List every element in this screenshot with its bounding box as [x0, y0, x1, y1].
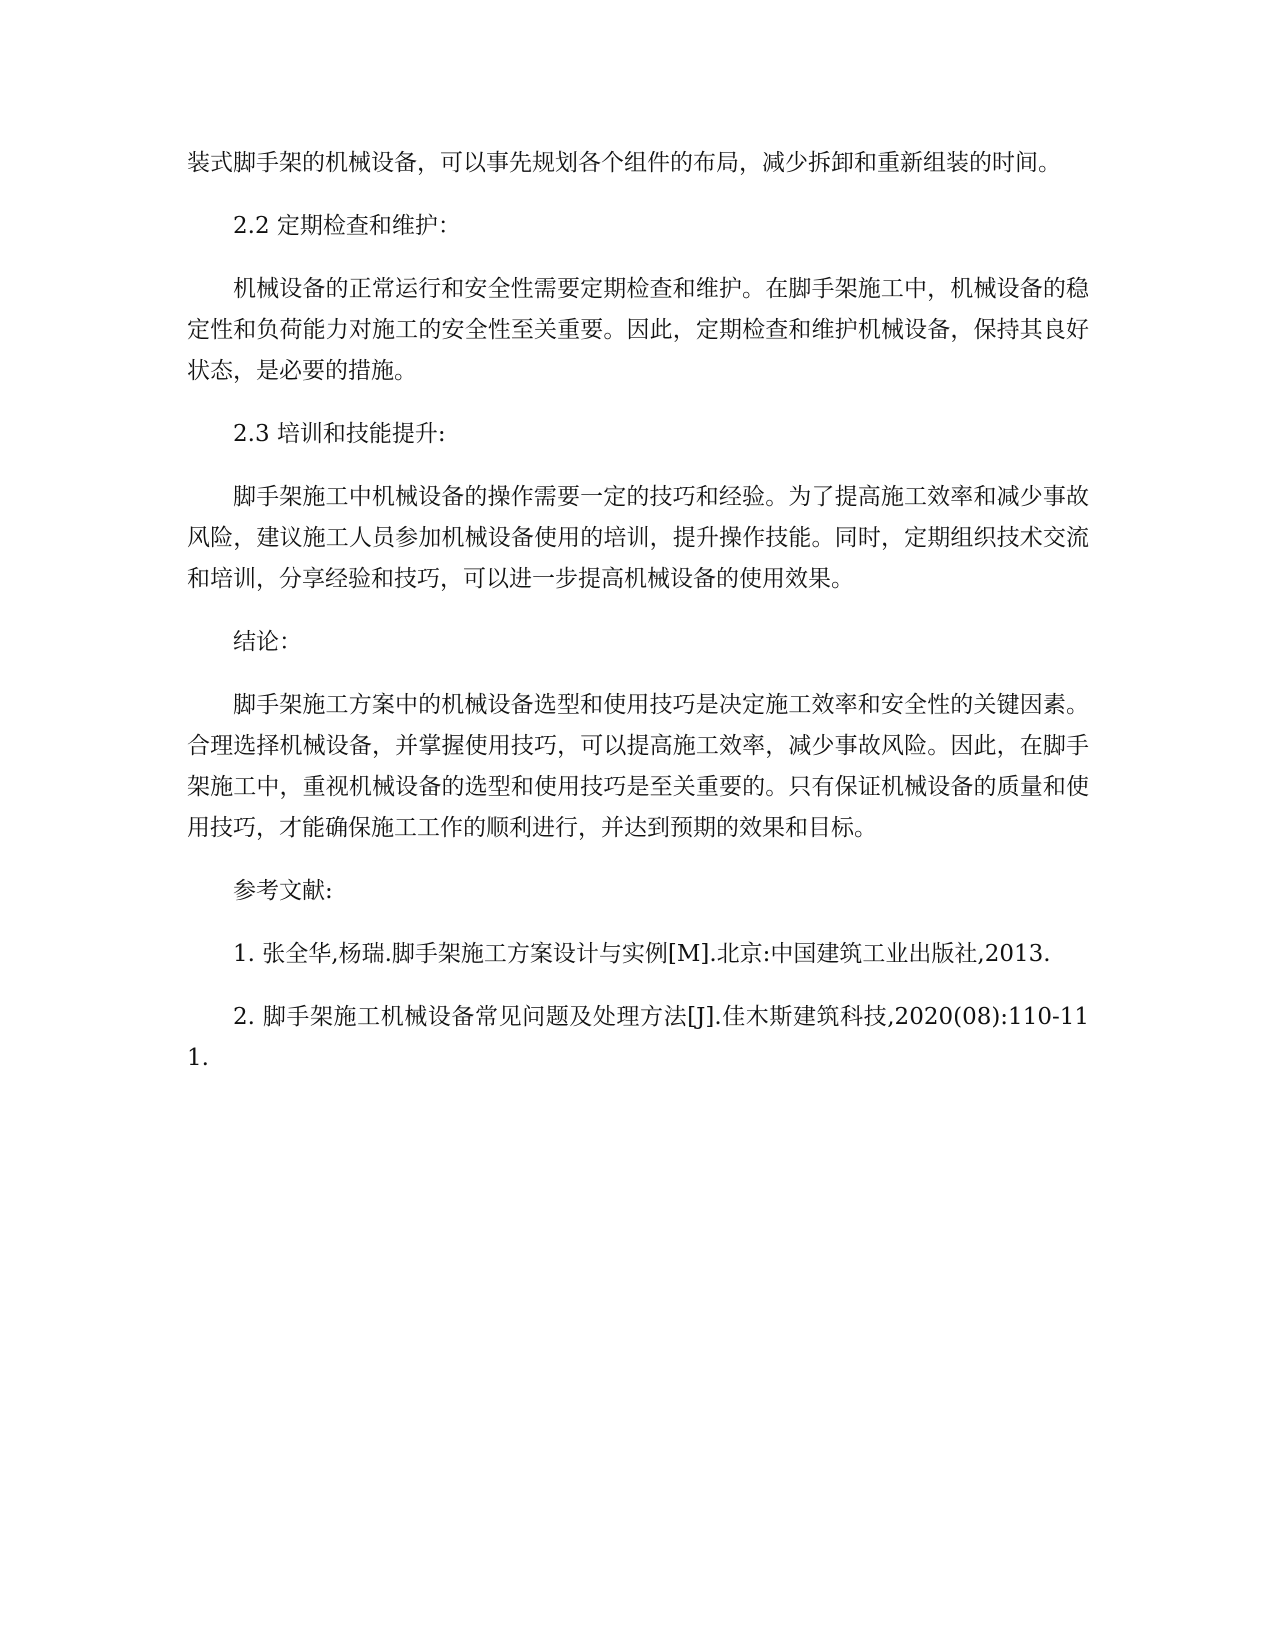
section-body-2-2: 机械设备的正常运行和安全性需要定期检查和维护。在脚手架施工中，机械设备的稳定性和负荷能力对施工的安全性至关重要。因此，定期检查和维护机械设备，保持其良好状态，是必要的措施。: [187, 276, 1089, 384]
conclusion-body: 脚手架施工方案中的机械设备选型和使用技巧是决定施工效率和安全性的关键因素。合理选择机械设备，并掌握使用技巧，可以提高施工效率，减少事故风险。因此，在脚手架施工中，重视机械设备的选型和使用技巧是至关重要的。只有保证机械设备的质量和使用技巧，才能确保施工工作的顺利进行，并达到预期的效果和目标。: [187, 692, 1089, 841]
document-body: [187, 143, 1089, 1101]
conclusion-heading: 结论：: [233, 629, 302, 655]
reference-item-1: 1. 张全华,杨瑞.脚手架施工方案设计与实例[M].北京:中国建筑工业出版社,2013.: [233, 941, 1051, 967]
section-heading-2-3: 2.3 培训和技能提升:: [233, 421, 446, 447]
continued-paragraph: 装式脚手架的机械设备，可以事先规划各个组件的布局，减少拆卸和重新组装的时间。: [187, 150, 1061, 176]
section-body-2-3: 脚手架施工中机械设备的操作需要一定的技巧和经验。为了提高施工效率和减少事故风险，建议施工人员参加机械设备使用的培训，提升操作技能。同时，定期组织技术交流和培训，分享经验和技巧，可以进一步提高机械设备的使用效果。: [187, 484, 1089, 592]
reference-item-2: 2. 脚手架施工机械设备常见问题及处理方法[J].佳木斯建筑科技,2020(08):110-111.: [187, 1004, 1089, 1071]
section-heading-2-2: 2.2 定期检查和维护：: [233, 213, 461, 239]
references-heading: 参考文献:: [233, 878, 333, 904]
